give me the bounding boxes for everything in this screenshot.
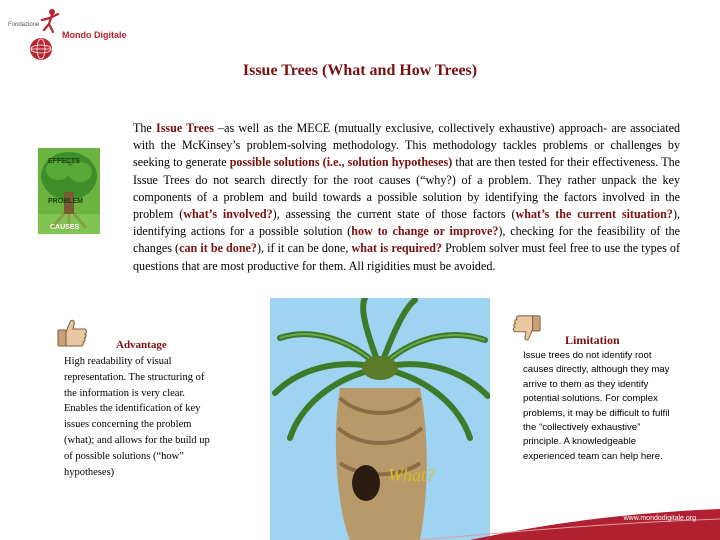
term-possible-solutions: possible solutions (i.e., solution hypotheses)	[229, 155, 453, 170]
tree-label-effects: EFFECTS	[48, 158, 80, 165]
term-issue-trees: Issue Trees	[155, 121, 214, 135]
footer-url: www.mondodigitale.org	[623, 515, 696, 522]
tree-label-causes: CAUSES	[50, 224, 80, 231]
intro-paragraph: The Issue Trees –as well as the MECE (mutually exclusive, collectively exhaustive) approach- are associated with the McKinsey’s problem-solving methodology. This methodology tackles problems or challenges by seeking to generate possible solutions (i.e., solution hypotheses) that are then tested for their effectiveness. The Issue Trees do not search directly for the root causes (“why?) of a problem. They rather unpack the key components of a problem and build towards a possible solution by identifying the factors involved in the problem (what’s involved?), assessing the current state of those factors (what’s the current situation?), identifying actions for a possible solution (how to change or improve?), checking for the feasibility of the changes (can it be done?), if it can be done, what is required? Problem solver must feel free to use the types of questions that are most productive for them. All rigidities must be avoided.	[133, 121, 681, 273]
footer-band	[0, 505, 720, 540]
limitation-title: Limitation	[565, 333, 620, 347]
thumbs-down-icon	[512, 314, 542, 344]
globe-icon	[30, 38, 52, 60]
advantage-text: High readability of visual representation. The structuring of the information is very clear. Enables the identification of key issues concerning the problem (what); and allows for the build up of possible solutions (“how” hypotheses)	[64, 356, 210, 478]
palm-tree-photo	[270, 298, 490, 540]
question-can-it-be-done: can it be done?	[179, 241, 257, 256]
tree-label-problem: PROBLEM	[48, 198, 83, 205]
question-what-is-required: what is required?	[351, 241, 442, 256]
image-caption: What?	[388, 465, 435, 485]
question-current-situation: what’s the current situation?	[515, 207, 673, 222]
thumbs-up-icon	[56, 316, 88, 348]
logo-subtitle: Fondazione	[8, 22, 40, 28]
question-whats-involved: what’s involved?	[183, 207, 273, 222]
logo-name: Mondo Digitale	[62, 30, 127, 40]
issue-tree-illustration	[38, 148, 100, 234]
limitation-text: Issue trees do not identify root causes directly, although they may arrive to them as they identify potential solutions. For complex problems, it may be difficult to fulfil the “collectively exhaustive” principle. A knowledgeable experienced team can help here.	[523, 350, 670, 462]
question-how-to-change: how to change or improve?	[351, 224, 499, 239]
logo	[8, 4, 158, 64]
advantage-title: Advantage	[116, 339, 167, 351]
page-title: Issue Trees (What and How Trees)	[242, 62, 478, 79]
dancer-figure-icon	[36, 8, 62, 38]
